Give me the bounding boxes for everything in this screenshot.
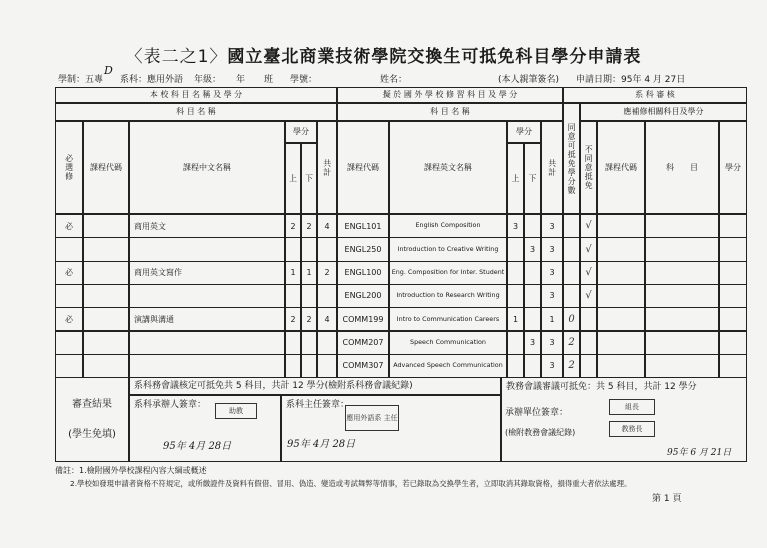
row-cn-name	[129, 237, 285, 261]
row-total	[317, 284, 337, 308]
row-agree-credits	[563, 261, 580, 285]
row-disagree	[580, 354, 597, 378]
row-agree-credits: 2	[563, 331, 580, 355]
row-disagree: √	[580, 214, 597, 238]
foreign-lower-header: 下	[524, 143, 541, 214]
grade-label: 年級：	[194, 75, 222, 85]
code-header: 課程代碼	[83, 121, 129, 214]
row-en-name: Introduction to Research Writing	[389, 284, 507, 308]
row-foreign-upper	[507, 261, 524, 285]
foreign-course-name-header: 科 目 名 稱	[337, 103, 563, 121]
row-foreign-total: 1	[541, 307, 563, 331]
row-foreign-total: 3	[541, 284, 563, 308]
row-foreign-code: COMM307	[337, 354, 389, 378]
row-foreign-lower	[524, 354, 541, 378]
page-number: 第 1 頁	[652, 494, 682, 504]
school-course-name-header: 科 目 名 稱	[55, 103, 337, 121]
row-code	[83, 354, 129, 378]
row-foreign-upper	[507, 354, 524, 378]
row-makeup-subject	[645, 237, 719, 261]
row-cn-name: 演講與溝通	[129, 307, 285, 331]
makeup-code-header: 課程代碼	[597, 121, 645, 214]
row-required: 必	[55, 307, 83, 331]
row-cn-name: 商用英文寫作	[129, 261, 285, 285]
foreign-upper-header: 上	[507, 143, 524, 214]
row-upper	[285, 354, 301, 378]
title-prefix: 〈表二之1〉	[125, 47, 228, 67]
row-foreign-code: ENGL200	[337, 284, 389, 308]
review-result-label	[55, 377, 129, 462]
date-dept-head: 95年 4月 28日	[287, 439, 356, 450]
row-makeup-credit	[719, 284, 747, 308]
row-lower	[301, 354, 317, 378]
row-makeup-credit	[719, 331, 747, 355]
row-foreign-code: COMM199	[337, 307, 389, 331]
row-foreign-total: 3	[541, 261, 563, 285]
foreign-section-header: 擬 於 國 外 學 校 修 習 科 目 及 學 分	[337, 87, 563, 103]
row-total	[317, 237, 337, 261]
school-system-mark: D	[104, 64, 113, 77]
review-subtitle: (學生免填)	[68, 428, 116, 440]
row-total: 4	[317, 307, 337, 331]
row-foreign-lower	[524, 307, 541, 331]
dept-officer-label: 系科承辦人簽章：	[134, 400, 207, 410]
foreign-code-header: 課程代碼	[337, 121, 389, 214]
row-makeup-code	[597, 237, 645, 261]
row-foreign-total: 3	[541, 354, 563, 378]
row-foreign-code: ENGL250	[337, 237, 389, 261]
unit-stamp: 組長	[609, 399, 655, 415]
row-code	[83, 261, 129, 285]
row-en-name: Introduction to Creative Writing	[389, 237, 507, 261]
note-2: 2.學校如發現申請者資格不符規定，或所繳證件及資料有假借、冒用、偽造、變造或考試舞弊等情事，若已錄取為交換學生者，立即取消其錄取資格，損得重大者依法處理。	[70, 479, 632, 488]
row-upper: 1	[285, 261, 301, 285]
foreign-credits-header: 學分	[507, 121, 541, 143]
row-makeup-credit	[719, 307, 747, 331]
row-makeup-subject	[645, 261, 719, 285]
agree-credits-header: 同意可抵免學分數	[563, 103, 580, 214]
course-table	[55, 87, 747, 462]
row-foreign-lower	[524, 261, 541, 285]
row-total: 4	[317, 214, 337, 238]
dept-officer-stamp: 助教	[215, 403, 257, 419]
row-agree-credits: 2	[563, 354, 580, 378]
row-makeup-code	[597, 261, 645, 285]
row-foreign-code: ENGL101	[337, 214, 389, 238]
row-foreign-upper	[507, 284, 524, 308]
row-total	[317, 354, 337, 378]
makeup-subject-header: 科 目	[645, 121, 719, 214]
row-code	[83, 284, 129, 308]
row-agree-credits	[563, 284, 580, 308]
row-code	[83, 237, 129, 261]
row-makeup-subject	[645, 214, 719, 238]
lower-header: 下	[301, 143, 317, 214]
row-required: 必	[55, 261, 83, 285]
row-en-name: Advanced Speech Communication	[389, 354, 507, 378]
row-required	[55, 284, 83, 308]
required-header: 必選修	[55, 121, 83, 214]
row-disagree	[580, 331, 597, 355]
row-lower: 1	[301, 261, 317, 285]
row-disagree: √	[580, 237, 597, 261]
row-foreign-upper	[507, 237, 524, 261]
row-makeup-code	[597, 307, 645, 331]
row-total	[317, 331, 337, 355]
row-makeup-subject	[645, 307, 719, 331]
row-agree-credits: 0	[563, 307, 580, 331]
total-header: 共計	[317, 121, 337, 214]
row-foreign-total: 3	[541, 214, 563, 238]
row-total: 2	[317, 261, 337, 285]
row-makeup-code	[597, 354, 645, 378]
row-en-name: Speech Communication	[389, 331, 507, 355]
row-code	[83, 307, 129, 331]
title-text: 國立臺北商業技術學院交換生可抵免科目學分申請表	[227, 47, 642, 67]
row-required	[55, 331, 83, 355]
class-label: 班	[264, 75, 274, 85]
row-upper	[285, 284, 301, 308]
review-section-header: 系 科 審 核	[563, 87, 747, 103]
unit-sign-label: 承辦單位簽章：	[505, 408, 569, 418]
dept-head-stamp: 應用外語系 主任	[345, 405, 399, 431]
review-title: 審查結果	[72, 399, 112, 410]
date-teaching: 95年 6 月 21日	[667, 448, 732, 458]
row-lower	[301, 331, 317, 355]
school-system-label: 學制：五專	[58, 75, 104, 85]
row-cn-name	[129, 354, 285, 378]
name-label: 姓名：	[380, 75, 408, 85]
row-lower: 2	[301, 214, 317, 238]
page-title	[0, 42, 767, 67]
row-upper	[285, 331, 301, 355]
row-cn-name: 商用英文	[129, 214, 285, 238]
row-foreign-upper: 3	[507, 214, 524, 238]
row-foreign-upper	[507, 331, 524, 355]
date-dept-officer: 95年 4月 28日	[163, 441, 232, 452]
foreign-total-header: 共計	[541, 121, 563, 214]
upper-header: 上	[285, 143, 301, 214]
teaching-stamp: 教務長	[609, 421, 655, 437]
row-upper	[285, 237, 301, 261]
row-upper: 2	[285, 214, 301, 238]
row-cn-name	[129, 284, 285, 308]
row-makeup-subject	[645, 354, 719, 378]
row-disagree: √	[580, 284, 597, 308]
year-label: 年	[236, 75, 246, 85]
row-makeup-code	[597, 331, 645, 355]
credits-header: 學分	[285, 121, 317, 143]
row-foreign-code: ENGL100	[337, 261, 389, 285]
row-cn-name	[129, 331, 285, 355]
apply-date: 申請日期：95年 4 月 27日	[576, 75, 686, 85]
en-name-header: 課程英文名稱	[389, 121, 507, 214]
row-makeup-credit	[719, 214, 747, 238]
row-makeup-code	[597, 284, 645, 308]
row-lower: 2	[301, 307, 317, 331]
makeup-credit-header: 學分	[719, 121, 747, 214]
row-required: 必	[55, 214, 83, 238]
row-foreign-total: 3	[541, 237, 563, 261]
row-disagree: √	[580, 261, 597, 285]
school-section-header: 本 校 科 目 名 稱 及 學 分	[55, 87, 337, 103]
row-makeup-credit	[719, 354, 747, 378]
teaching-meeting-result: 教務會議審議可抵免：共 5 科目，共計 12 學分	[506, 382, 697, 392]
disagree-header: 不同意抵免	[580, 121, 597, 214]
row-required	[55, 354, 83, 378]
row-makeup-credit	[719, 261, 747, 285]
teaching-note: (檢附教務會議紀錄)	[505, 428, 576, 437]
row-makeup-subject	[645, 331, 719, 355]
row-upper: 2	[285, 307, 301, 331]
row-en-name: Eng. Composition for Inter. Student	[389, 261, 507, 285]
cn-name-header: 課程中文名稱	[129, 121, 285, 214]
dept-label: 系科：應用外語	[120, 75, 184, 85]
row-foreign-lower	[524, 214, 541, 238]
row-agree-credits	[563, 214, 580, 238]
row-en-name: English Composition	[389, 214, 507, 238]
row-agree-credits	[563, 237, 580, 261]
row-foreign-upper: 1	[507, 307, 524, 331]
row-foreign-lower: 3	[524, 237, 541, 261]
row-foreign-lower	[524, 284, 541, 308]
row-disagree	[580, 307, 597, 331]
row-code	[83, 331, 129, 355]
row-lower	[301, 237, 317, 261]
row-lower	[301, 284, 317, 308]
row-foreign-code: COMM207	[337, 331, 389, 355]
makeup-header: 應補修相關科目及學分	[580, 103, 747, 121]
signature-note: (本人親筆簽名)	[498, 75, 560, 85]
row-makeup-subject	[645, 284, 719, 308]
row-code	[83, 214, 129, 238]
row-en-name: Intro to Communication Careers	[389, 307, 507, 331]
dept-meeting-result: 系科務會議核定可抵免共 5 科目，共計 12 學分(檢附系科務會議紀錄)	[129, 377, 501, 395]
row-foreign-total: 3	[541, 331, 563, 355]
row-makeup-code	[597, 214, 645, 238]
row-required	[55, 237, 83, 261]
note-1: 備註：1.檢附國外學校課程內容大綱或概述	[55, 466, 207, 475]
dept-head-label: 系科主任簽章：	[286, 400, 350, 410]
student-id-label: 學號：	[290, 75, 318, 85]
row-foreign-lower: 3	[524, 331, 541, 355]
row-makeup-credit	[719, 237, 747, 261]
